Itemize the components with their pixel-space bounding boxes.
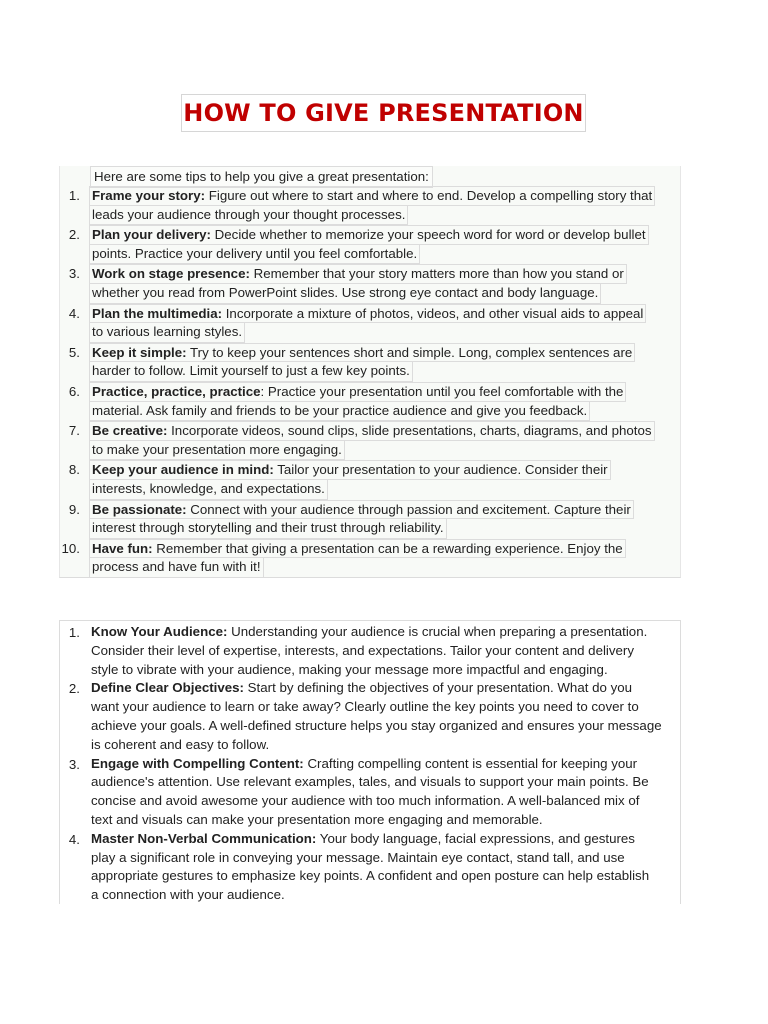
points-list [60, 623, 680, 905]
item-description: concise and avoid awesome your audience with too much information. A well-balanced mix of [91, 793, 640, 809]
text-line [89, 284, 601, 304]
list-item [60, 186, 680, 225]
list-item-text [90, 382, 676, 421]
text-line [91, 755, 681, 774]
text-line [91, 886, 681, 905]
list-item-text [90, 343, 676, 382]
tips-list [60, 186, 680, 578]
item-description: audience's attention. Use relevant examples, tales, and visuals to support your main points. Be [91, 774, 649, 790]
text-line [89, 539, 626, 559]
points-section [59, 620, 681, 904]
text-line [89, 480, 328, 500]
item-description: achieve your goals. A well-defined structure helps you stay organized and ensures your message [91, 717, 662, 733]
text-line [89, 304, 646, 324]
item-heading: Keep it simple: [92, 344, 187, 360]
item-heading: Practice, practice, practice [92, 383, 261, 399]
item-heading: Frame your story: [92, 188, 206, 203]
text-line [91, 773, 681, 792]
item-description: Tailor your presentation to your audience. Consider their [273, 462, 608, 478]
text-line [89, 519, 447, 539]
text-line [91, 811, 681, 830]
list-item [60, 539, 680, 578]
item-heading: Plan the multimedia: [92, 305, 223, 321]
item-description: a connection with your audience. [91, 887, 285, 903]
list-number: 1. [68, 625, 80, 640]
text-line [89, 343, 635, 363]
list-number: 3. [68, 266, 80, 282]
item-description: is coherent and easy to follow. [91, 736, 270, 752]
list-number: 4. [68, 831, 80, 847]
item-description: points. Practice your delivery until you feel comfortable. [92, 245, 418, 261]
item-description: Remember that giving a presentation can be a rewarding experience. Enjoy the [152, 540, 623, 556]
item-description: style to vibrate with your audience, making your message more impactful and engaging. [91, 661, 608, 677]
list-item [60, 225, 680, 264]
text-line [89, 206, 408, 226]
item-description: process and have fun with it! [92, 559, 261, 575]
list-item-text [90, 186, 676, 225]
item-description: : Practice your presentation until you feel comfortable with the [260, 383, 624, 399]
title-box [181, 94, 586, 132]
item-description: interests, knowledge, and expectations. [92, 480, 325, 496]
list-item [60, 623, 680, 679]
text-line [91, 867, 681, 886]
item-description: play a significant role in conveying your message. Maintain eye contact, stand tall, and use [91, 849, 625, 865]
text-line [89, 382, 626, 402]
list-item [60, 264, 680, 303]
text-line [89, 323, 245, 343]
item-description: Start by defining the objectives of your presentation. What do you [243, 680, 633, 696]
text-line [89, 245, 420, 265]
list-number: 2. [68, 681, 80, 697]
list-item-text [90, 225, 676, 264]
list-item-text [91, 623, 681, 679]
list-item-text [90, 304, 676, 343]
list-item [60, 421, 680, 460]
item-description: material. Ask family and friends to be your practice audience and give you feedback. [92, 402, 588, 418]
list-item-text [91, 679, 681, 754]
page-title: HOW TO GIVE PRESENTATION [183, 99, 584, 127]
item-heading: Be passionate: [92, 501, 187, 517]
text-line [89, 402, 590, 422]
item-heading: Master Non-Verbal Communication: [91, 830, 317, 846]
item-description: Decide whether to memorize your speech word for word or develop bullet [210, 227, 646, 243]
list-item [60, 382, 680, 421]
text-line [89, 500, 634, 520]
list-item-text [90, 539, 676, 578]
item-description: interest through storytelling and their trust through reliability. [92, 520, 444, 536]
item-description: Figure out where to start and where to end. Develop a compelling story that [205, 188, 653, 203]
item-description: Connect with your audience through passion and excitement. Capture their [186, 501, 631, 517]
text-line [91, 679, 681, 698]
item-heading: Define Clear Objectives: [91, 680, 244, 696]
text-line [91, 642, 681, 661]
list-item-text [90, 421, 676, 460]
list-item [60, 500, 680, 539]
item-description: Incorporate a mixture of photos, videos, and other visual aids to appeal [222, 305, 644, 321]
text-line [89, 264, 627, 284]
tips-section [59, 166, 681, 578]
item-description: harder to follow. Limit yourself to just a few key points. [92, 363, 410, 379]
list-number: 9. [68, 501, 80, 517]
text-line [89, 460, 611, 480]
list-item-text [91, 830, 681, 905]
list-item [60, 755, 680, 830]
item-description: Incorporate videos, sound clips, slide presentations, charts, diagrams, and photos [167, 423, 652, 439]
text-line [89, 441, 345, 461]
item-heading: Know Your Audience: [91, 624, 228, 639]
text-line [89, 186, 655, 206]
item-description: Your body language, facial expressions, and gestures [316, 830, 635, 846]
item-description: Try to keep your sentences short and simple. Long, complex sentences are [186, 344, 633, 360]
item-description: to various learning styles. [92, 324, 243, 340]
list-number: 10. [61, 540, 80, 556]
list-number: 4. [68, 305, 80, 321]
intro-text: Here are some tips to help you give a great presentation: [90, 166, 433, 188]
item-description: leads your audience through your thought processes. [92, 206, 406, 222]
item-description: Consider their level of expertise, interests, and expectations. Tailor your content and delivery [91, 642, 635, 658]
list-number: 6. [68, 383, 80, 399]
item-description: want your audience to learn or take away? Clearly outline the key points you need to cover to [91, 699, 639, 715]
text-line [89, 362, 413, 382]
item-heading: Keep your audience in mind: [92, 462, 274, 478]
item-description: whether you read from PowerPoint slides. Use strong eye contact and body language. [92, 284, 599, 300]
text-line [91, 623, 681, 642]
text-line [91, 698, 681, 717]
list-item [60, 304, 680, 343]
item-description: Remember that your story matters more than how you stand or [249, 266, 624, 282]
text-line [91, 849, 681, 868]
list-number: 8. [68, 462, 80, 478]
item-description: to make your presentation more engaging. [92, 441, 342, 457]
item-description: Crafting compelling content is essential for keeping your [303, 755, 638, 771]
text-line [89, 225, 649, 245]
list-item [60, 460, 680, 499]
list-item-text [90, 264, 676, 303]
list-item [60, 679, 680, 754]
item-description: text and visuals can make your presentation more engaging and memorable. [91, 811, 543, 827]
list-item-text [91, 755, 681, 830]
text-line [91, 736, 681, 755]
item-heading: Plan your delivery: [92, 227, 211, 243]
item-heading: Work on stage presence: [92, 266, 250, 282]
text-line [89, 421, 655, 441]
list-number: 1. [68, 188, 80, 203]
text-line [91, 792, 681, 811]
text-line [89, 558, 264, 578]
item-heading: Be creative: [92, 423, 168, 439]
list-item-text [90, 500, 676, 539]
list-number: 5. [68, 344, 80, 360]
list-number: 7. [68, 423, 80, 439]
item-description: appropriate gestures to emphasize key points. A confident and open posture can help establish [91, 868, 650, 884]
item-description: Understanding your audience is crucial when preparing a presentation. [227, 624, 648, 639]
list-number: 2. [68, 227, 80, 243]
list-number: 3. [68, 756, 80, 772]
text-line [91, 830, 681, 849]
text-line [91, 717, 681, 736]
item-heading: Engage with Compelling Content: [91, 755, 304, 771]
list-item [60, 343, 680, 382]
list-item-text [90, 460, 676, 499]
item-heading: Have fun: [92, 540, 153, 556]
text-line [91, 661, 681, 680]
list-item [60, 830, 680, 905]
